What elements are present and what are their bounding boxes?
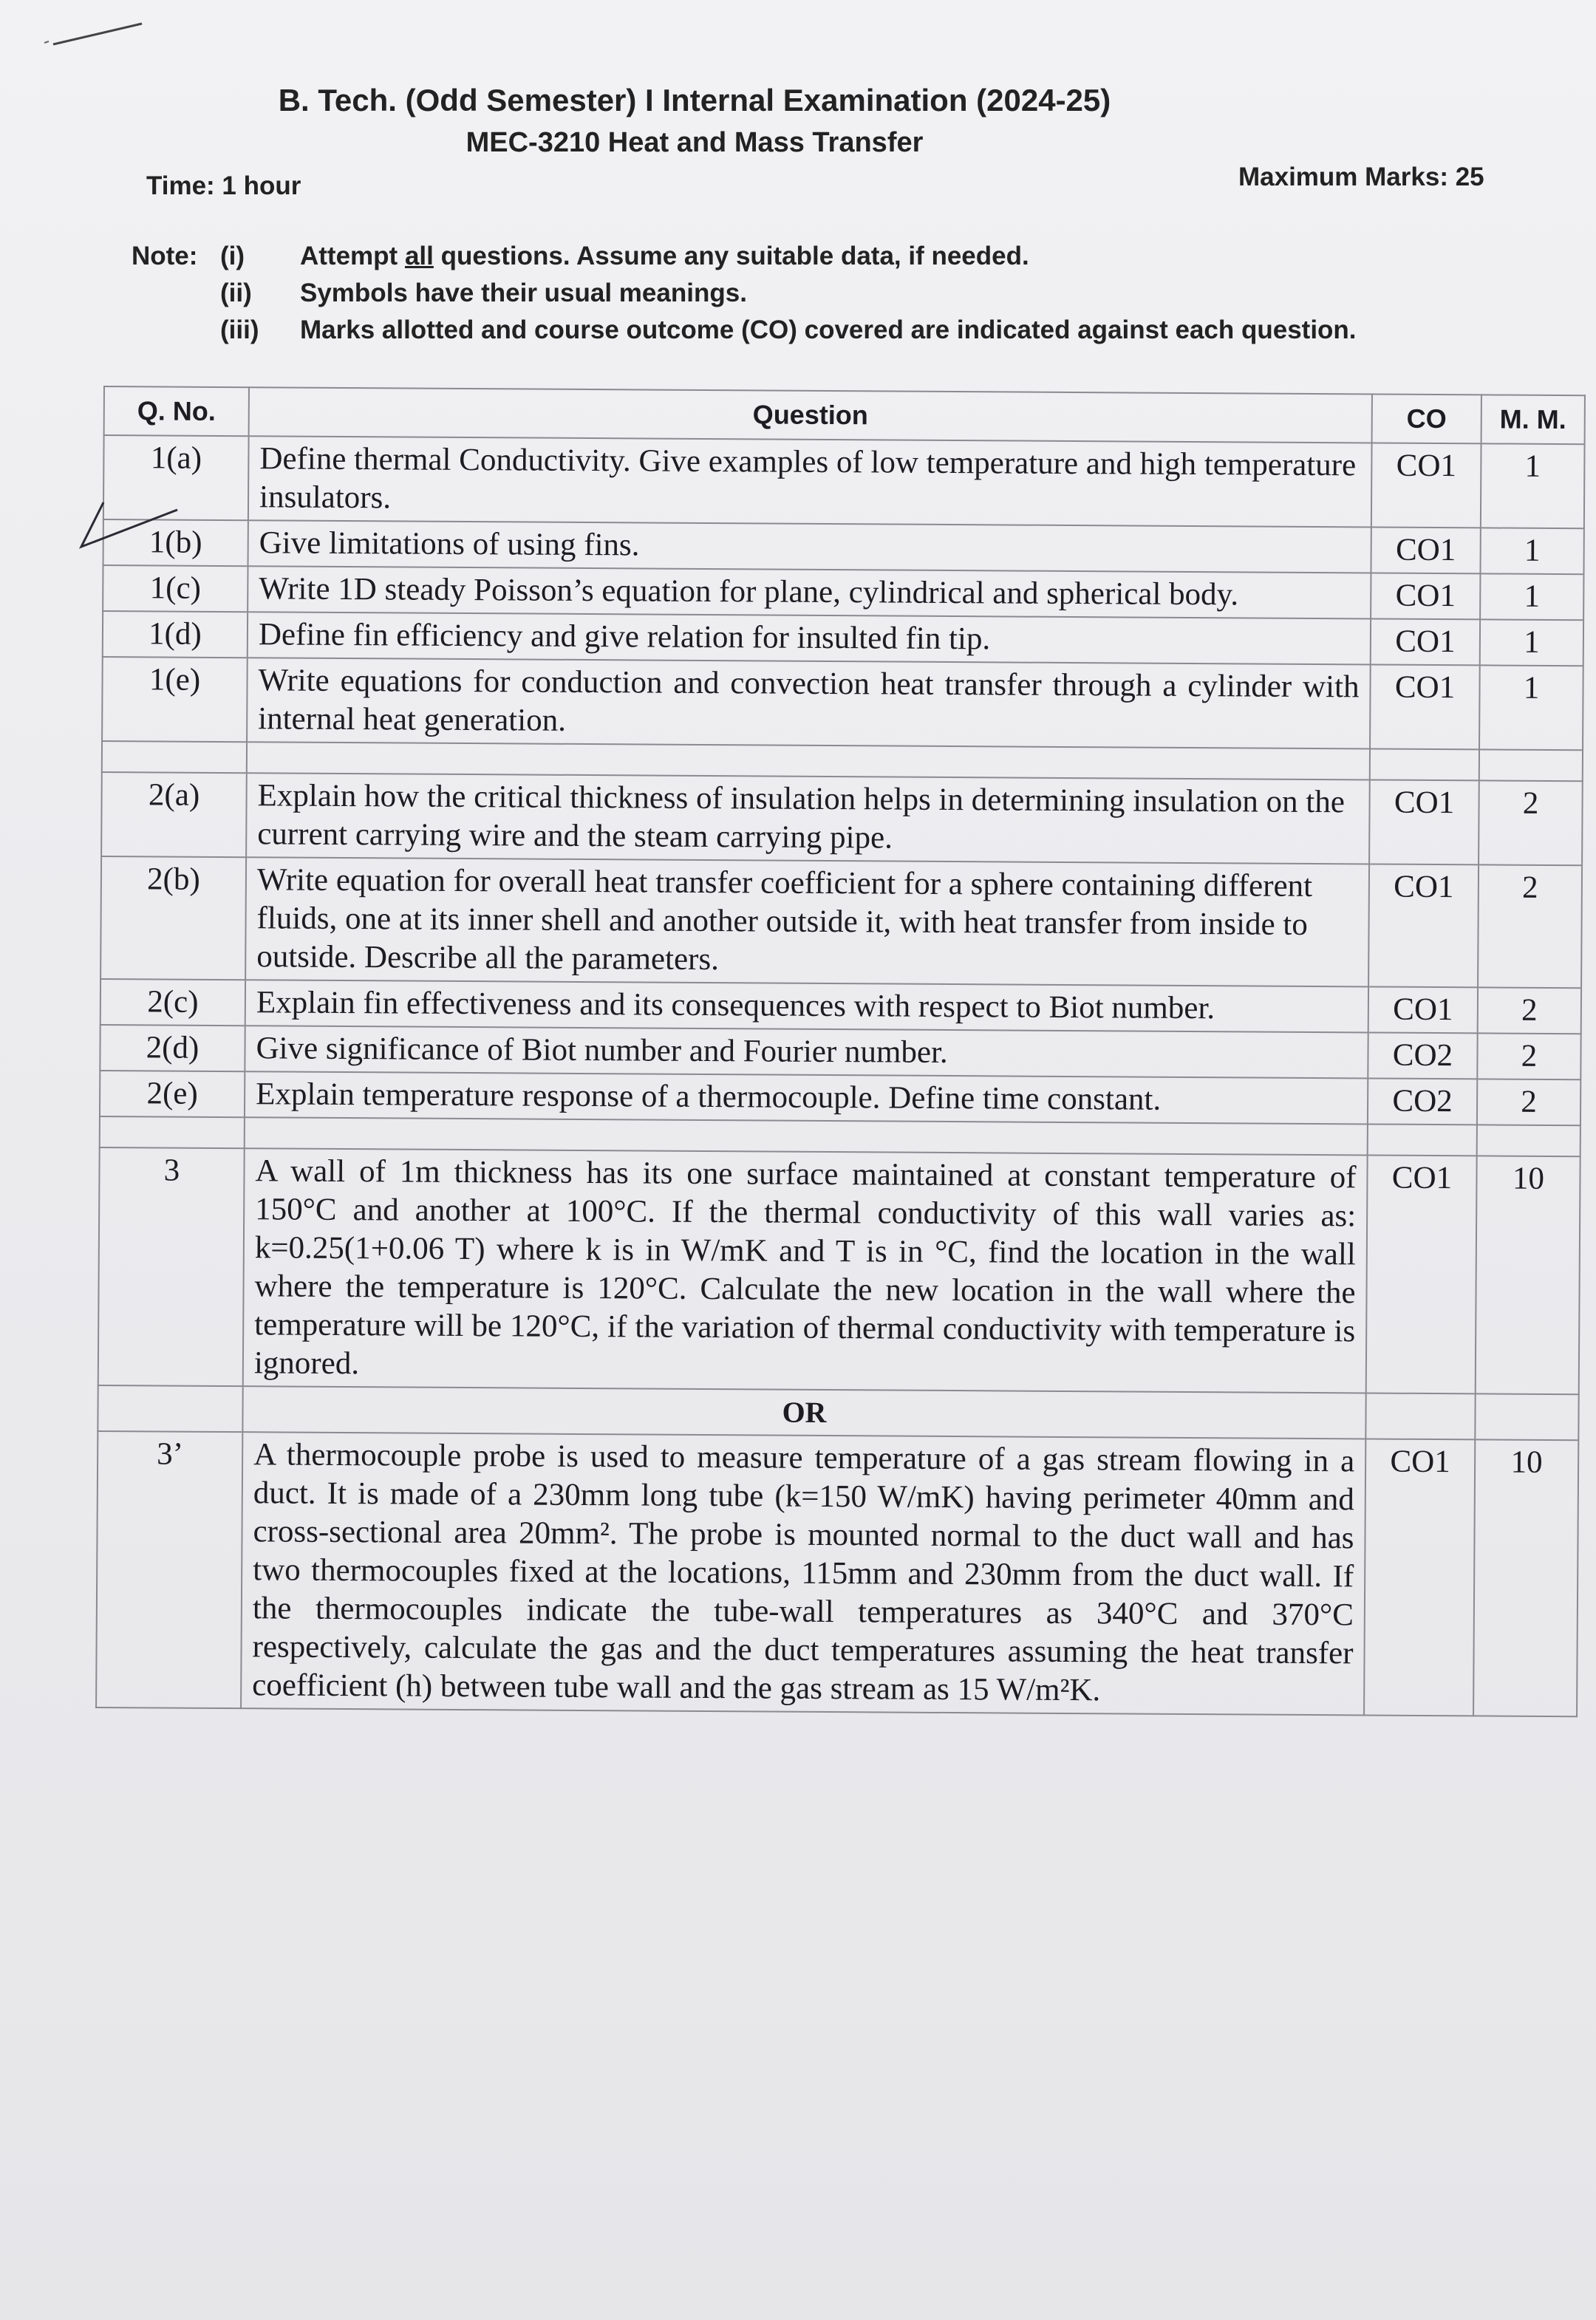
notes-section (132, 238, 1357, 349)
questions-table (95, 386, 1586, 1717)
question-text: Write equations for conduction and convection heat transfer through a cylinder with internal heat generation. (247, 658, 1371, 748)
question-number: 2(a) (101, 772, 247, 857)
question-text: Explain temperature response of a thermocouple. Define time constant. (245, 1071, 1368, 1124)
question-number: 2(c) (100, 979, 245, 1026)
question-text: Write equation for overall heat transfer coefficient for a sphere containing different fluids, one at its inner shell and another outside it, with heat transfer from inside to outside. Describe all the parameters. (245, 857, 1369, 986)
question-text: Define thermal Conductivity. Give examples of low temperature and high temperature insulators. (248, 436, 1372, 527)
table-row (102, 657, 1583, 750)
question-text: Give limitations of using fins. (248, 520, 1371, 573)
table-row (100, 856, 1582, 988)
pen-stroke-mark (38, 16, 149, 46)
question-text: Define fin efficiency and give relation for insulted fin tip. (248, 612, 1371, 664)
marks: 1 (1481, 443, 1585, 528)
question-number: 3’ (96, 1431, 242, 1708)
question-text: Write 1D steady Poisson’s equation for plane, cylindrical and spherical body. (248, 566, 1371, 618)
note-label: Note: (132, 242, 198, 270)
course-outcome: CO1 (1371, 573, 1480, 619)
course-outcome: CO1 (1369, 779, 1479, 864)
header-question: Question (249, 387, 1372, 443)
question-number: 1(d) (103, 611, 248, 658)
note-number: (ii) (220, 279, 252, 307)
note-text: Marks allotted and course outcome (CO) covered are indicated against each question. (300, 315, 1357, 344)
note-text-pre: Attempt (300, 242, 405, 270)
marks: 1 (1480, 619, 1583, 666)
question-text: Explain how the critical thickness of insulation helps in determining insulation on the current carrying wire and the steam carrying pipe. (246, 773, 1370, 864)
note-item (132, 312, 1357, 349)
course-outcome: CO1 (1364, 1439, 1475, 1716)
course-outcome: CO2 (1368, 1032, 1477, 1079)
question-text: A wall of 1m thickness has its one surface maintained at constant temperature of 150°C and another at 100°C. If the thermal conductivity of this wall varies as: k=0.25(1+0.06 T) where k is in W/mK and T is in °C, find the location in the wall where the temperature is 120°C. Calculate the new location in the wall where the temperature will be 120°C, if the variation of thermal conductivity with temperature is ignored. (243, 1148, 1368, 1393)
course-title: MEC-3210 Heat and Mass Transfer (466, 127, 924, 158)
course-outcome: CO1 (1371, 618, 1480, 665)
marks: 2 (1478, 987, 1581, 1034)
note-text-emphasis: all (404, 242, 434, 270)
marks: 2 (1479, 780, 1583, 865)
course-outcome: CO1 (1366, 1155, 1477, 1393)
or-label: OR (242, 1386, 1365, 1439)
note-item (132, 238, 1357, 275)
maximum-marks: Maximum Marks: 25 (1238, 163, 1484, 191)
exam-title: B. Tech. (Odd Semester) I Internal Examination (2024-25) (278, 83, 1111, 117)
course-outcome: CO1 (1368, 986, 1478, 1033)
note-text-post: questions. Assume any suitable data, if needed. (433, 242, 1029, 270)
table-header-row (104, 386, 1585, 444)
header-marks: M. M. (1481, 395, 1585, 444)
note-number: (i) (220, 242, 245, 270)
marks: 10 (1476, 1156, 1580, 1394)
course-outcome: CO2 (1368, 1078, 1477, 1125)
marks: 2 (1477, 1033, 1580, 1079)
note-text: Symbols have their usual meanings. (300, 279, 747, 307)
header-co: CO (1372, 394, 1481, 443)
time-allowed: Time: 1 hour (146, 171, 301, 200)
table-row (103, 435, 1585, 528)
question-number: 2(e) (100, 1071, 245, 1117)
question-number: 3 (98, 1147, 245, 1386)
course-outcome: CO1 (1368, 864, 1479, 987)
question-text: Give significance of Biot number and Fourier number. (245, 1026, 1368, 1078)
question-number: 2(d) (100, 1025, 245, 1071)
marks: 1 (1480, 528, 1583, 574)
marks: 2 (1477, 1079, 1580, 1125)
table-row (96, 1431, 1578, 1716)
table-row (101, 772, 1583, 865)
course-outcome: CO1 (1371, 527, 1480, 573)
question-number: 2(b) (100, 856, 246, 980)
question-number: 1(c) (103, 565, 248, 612)
header-qno: Q. No. (104, 386, 249, 436)
course-outcome: CO1 (1371, 443, 1481, 528)
handwritten-check-mark (74, 473, 185, 554)
note-number: (iii) (220, 315, 259, 344)
question-number: 1(a) (103, 435, 249, 520)
question-number: 1(e) (102, 657, 248, 742)
table-row (98, 1147, 1580, 1394)
marks: 1 (1480, 573, 1583, 620)
question-text: Explain fin effectiveness and its consequences with respect to Biot number. (245, 980, 1368, 1032)
note-text (300, 242, 1029, 271)
marks: 2 (1478, 864, 1582, 988)
marks: 10 (1473, 1439, 1578, 1716)
question-text: A thermocouple probe is used to measure temperature of a gas stream flowing in a duct. It is made of a 230mm long tube (k=150 W/mK) having perimeter 40mm and cross-sectional area 20mm². The probe is mounted normal to the duct wall and has two thermocouples fixed at the locations, 115mm and 230mm from the duct wall. If the thermocouples indicate the tube-wall temperatures as 340°C and 370°C respectively, calculate the gas and the duct temperatures assuming the heat transfer coefficient (h) between tube wall and the gas stream as 15 W/m²K. (241, 1432, 1365, 1715)
course-outcome: CO1 (1370, 664, 1480, 749)
question-number: 1(b) (103, 519, 248, 566)
note-item (132, 275, 1357, 312)
marks: 1 (1479, 665, 1583, 750)
